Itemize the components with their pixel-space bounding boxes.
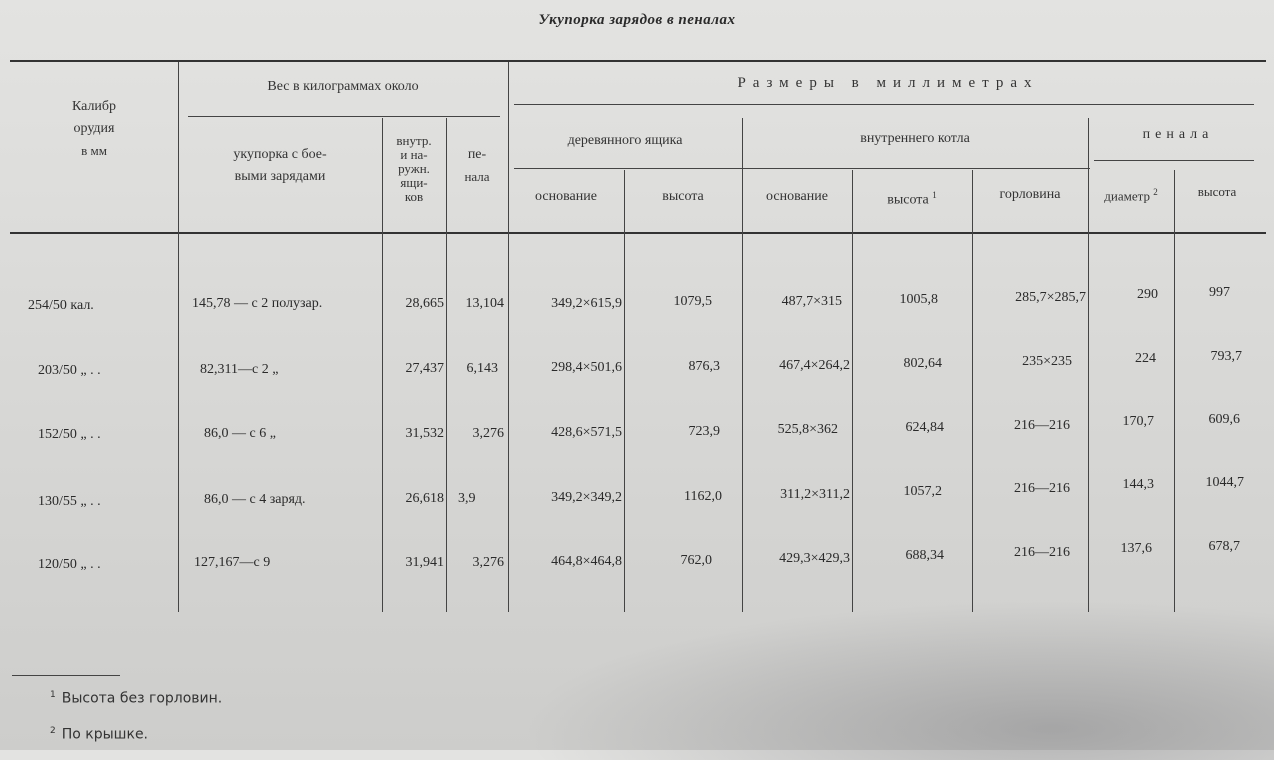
cell-boiler-base: 525,8×362	[777, 422, 838, 437]
header-base: основание	[535, 189, 597, 204]
header-neck: горловина	[999, 187, 1061, 202]
cell-case-weight: 3,276	[472, 555, 504, 570]
cell-case-weight: 13,104	[465, 296, 504, 311]
cell-diameter: 224	[1135, 351, 1156, 366]
cell-case-weight: 6,143	[466, 361, 498, 376]
footnote-2: $^2$ По крышке.	[50, 726, 149, 743]
cell-diameter: 170,7	[1122, 414, 1154, 429]
cell-case-height: 793,7	[1210, 349, 1242, 364]
cell-case-height: 997	[1209, 285, 1230, 300]
cell-wood-height: 1079,5	[673, 294, 712, 309]
cell-case-height: 678,7	[1208, 539, 1240, 554]
header-wooden-box: деревянного ящика	[567, 133, 683, 148]
header-inner-boiler: внутреннего котла	[860, 131, 970, 146]
cell-neck: 235×235	[1022, 354, 1072, 369]
header-rule	[188, 116, 500, 117]
cell-wood-base: 464,8×464,8	[551, 554, 622, 569]
header-boiler-base: основание	[766, 189, 828, 204]
cell-caliber: 203/50 „ . .	[38, 363, 101, 378]
cell-neck: 216—216	[1014, 545, 1070, 560]
header-dimensions-group: Размеры в миллиметрах	[737, 75, 1039, 91]
cell-boxes: 26,618	[405, 491, 444, 506]
cell-caliber: 130/55 „ . .	[38, 494, 101, 509]
header-caliber: Калибр орудия в мм	[71, 99, 117, 158]
table-top-rule	[10, 60, 1266, 62]
cell-boiler-height: 1057,2	[903, 484, 942, 499]
header-rule	[514, 168, 1090, 169]
cell-boxes: 31,532	[405, 426, 444, 441]
photo-shadow	[520, 600, 1274, 760]
cell-boiler-base: 487,7×315	[781, 294, 842, 309]
header-height: высота	[662, 189, 704, 204]
cell-wood-base: 298,4×501,6	[551, 360, 622, 375]
header-rule	[514, 104, 1254, 105]
cell-neck: 216—216	[1014, 418, 1070, 433]
cell-neck: 216—216	[1014, 481, 1070, 496]
footnote-rule	[12, 675, 120, 676]
header-boiler-height: высота $^1$	[887, 190, 937, 208]
col-divider	[852, 170, 853, 612]
header-rule	[1094, 160, 1254, 161]
cell-packing: 127,167—с 9	[194, 555, 271, 570]
header-boxes: внутр. и на- ружн. ящи- ков	[396, 133, 432, 204]
cell-boxes: 31,941	[405, 555, 444, 570]
cell-packing: 86,0 — с 6 „	[204, 426, 276, 441]
cell-boiler-height: 802,64	[903, 356, 942, 371]
cell-diameter: 137,6	[1120, 541, 1152, 556]
cell-boiler-height: 1005,8	[899, 292, 938, 307]
cell-packing: 86,0 — с 4 заряд.	[204, 492, 306, 507]
cell-neck: 285,7×285,7	[1015, 290, 1086, 305]
cell-case-weight: 3,9	[458, 491, 476, 506]
cell-wood-height: 876,3	[688, 359, 720, 374]
footnote-1: $^1$ Высота без горловин.	[50, 690, 223, 707]
cell-case-weight: 3,276	[472, 426, 504, 441]
cell-boiler-base: 467,4×264,2	[779, 358, 850, 373]
header-bottom-rule	[10, 232, 1266, 234]
cell-caliber: 152/50 „ . .	[38, 427, 101, 442]
cell-case-height: 609,6	[1208, 412, 1240, 427]
cell-wood-base: 349,2×349,2	[551, 490, 622, 505]
header-diameter: диаметр $^2$	[1104, 187, 1158, 204]
header-case-group: пенала	[1142, 127, 1214, 142]
page-title: Укупорка зарядов в пеналах	[538, 12, 736, 28]
cell-boiler-base: 311,2×311,2	[780, 487, 850, 502]
header-case-weight: пе- нала	[464, 147, 490, 184]
col-divider	[624, 170, 625, 612]
cell-case-height: 1044,7	[1205, 475, 1244, 490]
cell-caliber: 254/50 кал.	[28, 298, 94, 313]
cell-wood-base: 428,6×571,5	[551, 425, 622, 440]
cell-boiler-height: 688,34	[905, 548, 944, 563]
cell-boiler-base: 429,3×429,3	[779, 551, 850, 566]
cell-caliber: 120/50 „ . .	[38, 557, 101, 572]
cell-diameter: 290	[1137, 287, 1158, 302]
cell-wood-base: 349,2×615,9	[551, 296, 622, 311]
cell-wood-height: 723,9	[688, 424, 720, 439]
header-case-height: высота	[1197, 184, 1237, 199]
header-packing: укупорка с бое- выми зарядами	[233, 147, 327, 184]
cell-packing: 82,311—с 2 „	[200, 362, 279, 377]
header-weight-group: Вес в килограммах около	[267, 79, 419, 94]
cell-packing: 145,78 — с 2 полузар.	[192, 296, 323, 311]
cell-diameter: 144,3	[1122, 477, 1154, 492]
cell-wood-height: 762,0	[680, 553, 712, 568]
cell-boxes: 28,665	[405, 296, 444, 311]
cell-boiler-height: 624,84	[905, 420, 944, 435]
cell-wood-height: 1162,0	[684, 489, 722, 504]
cell-boxes: 27,437	[405, 361, 444, 376]
